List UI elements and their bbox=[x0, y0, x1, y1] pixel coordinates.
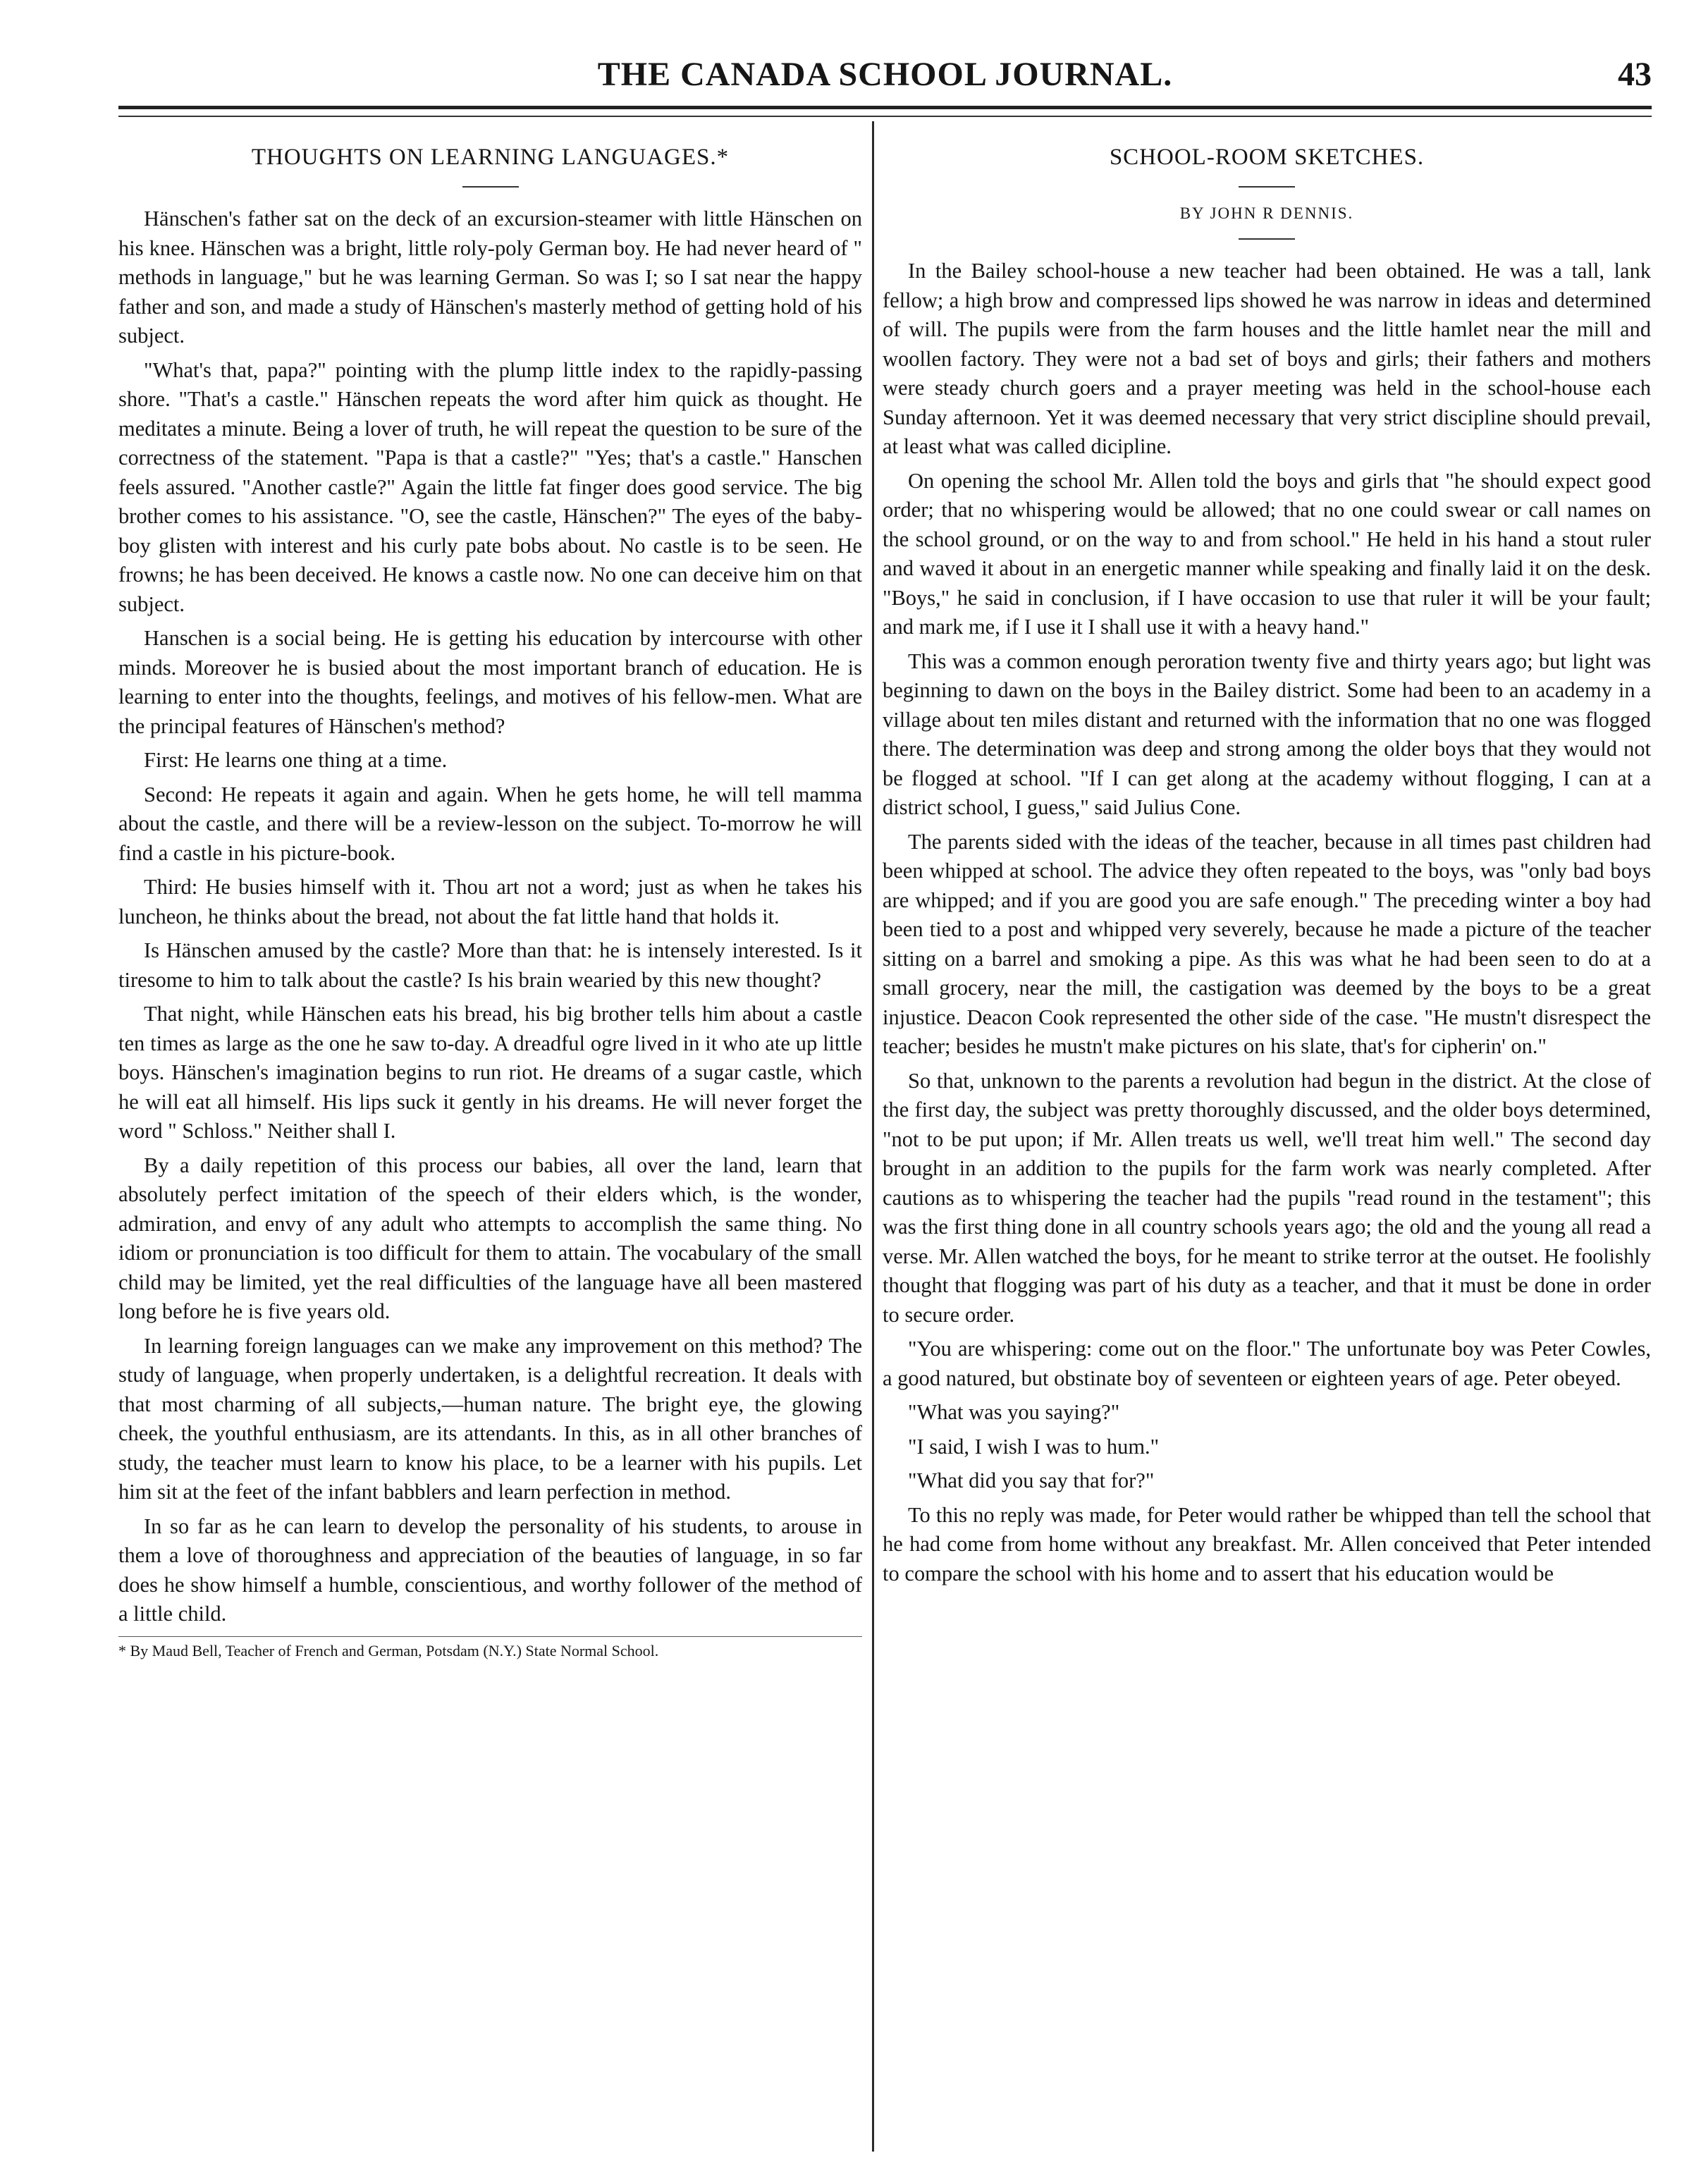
left-column bbox=[118, 130, 862, 1661]
paragraph: By a daily repetition of this process our babies, all over the land, learn that absolutely perfect imitation of the speech of their elders which, is the wonder, admiration, and envy of any adult who attempts to accomplish the same thing. No idiom or pronunciation is too difficult for them to attain. The vocabulary of the small child may be limited, yet the real difficulties of the language have all been mastered long before he is five years old. bbox=[118, 1153, 862, 1323]
paragraph: "What did you say that for?" bbox=[908, 1468, 1155, 1492]
title-rule bbox=[1239, 186, 1295, 188]
paragraph: On opening the school Mr. Allen told the boys and girls that "he should expect good order; that no whispering would be allowed; that no one could swear or call names on the school ground, or on the way to and from school." He held in his hand a stout ruler and waved it about in an energetic manner while speaking and finally laid it on the desk. "Boys," he said in conclusion, if I have occasion to use that ruler it will be your fault; and mark me, if I use it I shall use it with a heavy hand." bbox=[883, 468, 1651, 639]
paragraph: In the Bailey school-house a new teacher had been obtained. He was a tall, lank fellow; a high brow and compressed lips showed he was narrow in ideas and determined of will. The pupils were from the farm houses and the little hamlet near the mill and woollen factory. They were not a bad set of boys and girls; their fathers and mothers were steady church goers and a prayer meeting was held in the school-house each Sunday afternoon. Yet it was deemed necessary that very strict discipline should prevail, at least what was called dicipline. bbox=[883, 259, 1651, 458]
page-number: 43 bbox=[1618, 56, 1652, 93]
right-column bbox=[883, 130, 1651, 1593]
journal-title: THE CANADA SCHOOL JOURNAL. bbox=[597, 56, 1173, 93]
column-divider bbox=[872, 121, 874, 2152]
paragraph: "What's that, papa?" pointing with the plump little index to the rapidly-passing shore. "That's a castle." Hänschen repeats the word after him quick as thought. He meditates a minute. Being a lover of truth, he will repeat the question to be sure of the correctness of the statement. "Papa is that a castle?" "Yes; that's a castle." Hanschen feels assured. "Another castle?" Again the little fat finger does good service. The big brother comes to his assistance. "O, see the castle, Hänschen?" The eyes of the baby-boy glisten with interest and his curly pate bobs about. No castle is to be seen. He frowns; he has been deceived. He knows a castle now. No one can deceive him on that subject. bbox=[118, 357, 862, 616]
article-title-school-room-sketches: SCHOOL-ROOM SKETCHES. bbox=[1109, 145, 1425, 170]
paragraph: The parents sided with the ideas of the teacher, because in all times past children had been whipped at school. The advice they often repeated to the boys, was "only bad boys are whipped; and if you are good you are safe enough." The preceding winter a boy had been tied to a post and whipped very severely, because he made a picture of the teacher sitting on a barrel and smoking a pipe. As this was what he had been seen to do at a small grocery, near the mill, the castigation was deemed by the boys to be a great injustice. Deacon Cook represented the other side of the case. "He mustn't disrespect the teacher; besides he mustn't make pictures on his slate, that's for cipherin' on." bbox=[883, 829, 1651, 1058]
paragraph: "I said, I wish I was to hum." bbox=[908, 1434, 1160, 1459]
paragraph: "What was you saying?" bbox=[908, 1400, 1120, 1424]
paragraph: Hanschen is a social being. He is getting his education by intercourse with other minds. Moreover he is busied about the most important branch of education. He is learning to enter into the thoughts, feelings, and motives of his fellow-men. What are the principal features of Hänschen's method? bbox=[118, 626, 862, 738]
paragraph: That night, while Hänschen eats his bread, his big brother tells him about a castle ten times as large as the one he saw to-day. A dreadful ogre lived in it who ate up little boys. Hänschen's imagination begins to run riot. He dreams of a sugar castle, which he will eat all himself. His lips suck it gently in his dreams. He will never forget the word " Schloss." Neither shall I. bbox=[118, 1002, 862, 1143]
header-rule-thick bbox=[118, 106, 1652, 109]
paragraph: Hänschen's father sat on the deck of an excursion-steamer with little Hänschen on his knee. Hänschen was a bright, little roly-poly German boy. He had never heard of " methods in language," but he was learning German. So was I; so I sat near the happy father and son, and made a study of Hänschen's masterly method of getting hold of his subject. bbox=[118, 207, 862, 348]
paragraph: So that, unknown to the parents a revolution had begun in the district. At the close of the first day, the subject was pretty thoroughly discussed, and the older boys determined, "not to be put upon; if Mr. Allen treats us well, we'll treat him well." The second day brought in an addition to the pupils for the farm work was nearly completed. After cautions as to whispering the teacher had the pupils "read round in the testament"; this was the first thing done in all country schools years ago; the old and the young all read a verse. Mr. Allen watched the boys, for he meant to strike terror at the outset. He foolishly thought that flogging was part of his duty as a teacher, and that it must be done in order to secure order. bbox=[883, 1068, 1651, 1327]
byline: BY JOHN R DENNIS. bbox=[1179, 204, 1354, 222]
paragraph: In learning foreign languages can we make any improvement on this method? The study of language, when properly undertaken, is a delightful recreation. It deals with that most charming of all subjects,—human nature. The bright eye, the glowing cheek, the youthful enthusiasm, are its attendants. In this, as in all other branches of study, the teacher must learn to know his place, to be a learner with his pupils. Let him sit at the feet of the infant babblers and learn perfection in method. bbox=[118, 1333, 862, 1504]
byline-rule bbox=[1239, 238, 1295, 240]
paragraph: Is Hänschen amused by the castle? More than that: he is intensely interested. Is it tiresome to him to talk about the castle? Is his brain wearied by this new thought? bbox=[118, 938, 862, 992]
footnote-rule bbox=[118, 1636, 862, 1637]
paragraph: Second: He repeats it again and again. When he gets home, he will tell mamma about the castle, and there will be a review-lesson on the subject. To-morrow he will find a castle in his picture-book. bbox=[118, 782, 862, 865]
header-rule-thin bbox=[118, 116, 1652, 117]
title-rule bbox=[462, 186, 519, 188]
paragraph: "You are whispering: come out on the floor." The unfortunate boy was Peter Cowles, a good natured, but obstinate boy of seventeen or eighteen years of age. Peter obeyed. bbox=[883, 1337, 1651, 1390]
paragraph: Third: He busies himself with it. Thou art not a word; just as when he takes his luncheon, he thinks about the bread, not about the fat little hand that holds it. bbox=[118, 875, 862, 928]
paragraph: First: He learns one thing at a time. bbox=[144, 748, 448, 772]
paragraph: This was a common enough peroration twenty five and thirty years ago; but light was beginning to dawn on the boys in the Bailey district. Some had been to an academy in a village about ten miles distant and returned with the information that no one was flogged there. The determination was deep and strong among the older boys that they would not be flogged at school. "If I can get along at the academy without flogging, I can at a district school, I guess," said Julius Cone. bbox=[883, 649, 1651, 819]
footnote: * By Maud Bell, Teacher of French and German, Potsdam (N.Y.) State Normal School. bbox=[118, 1641, 659, 1660]
page-header bbox=[118, 55, 1652, 99]
paragraph: In so far as he can learn to develop the personality of his students, to arouse in them a love of thoroughness and appreciation of the beauties of language, in so far does he show himself a humble, conscientious, and worthy follower of the method of a little child. bbox=[118, 1514, 862, 1626]
article-title-learning-languages: THOUGHTS ON LEARNING LANGUAGES.* bbox=[251, 145, 730, 170]
paragraph: To this no reply was made, for Peter would rather be whipped than tell the school that he had come from home without any breakfast. Mr. Allen conceived that Peter intended to compare the school with his home and to assert that his education would be bbox=[883, 1502, 1651, 1585]
